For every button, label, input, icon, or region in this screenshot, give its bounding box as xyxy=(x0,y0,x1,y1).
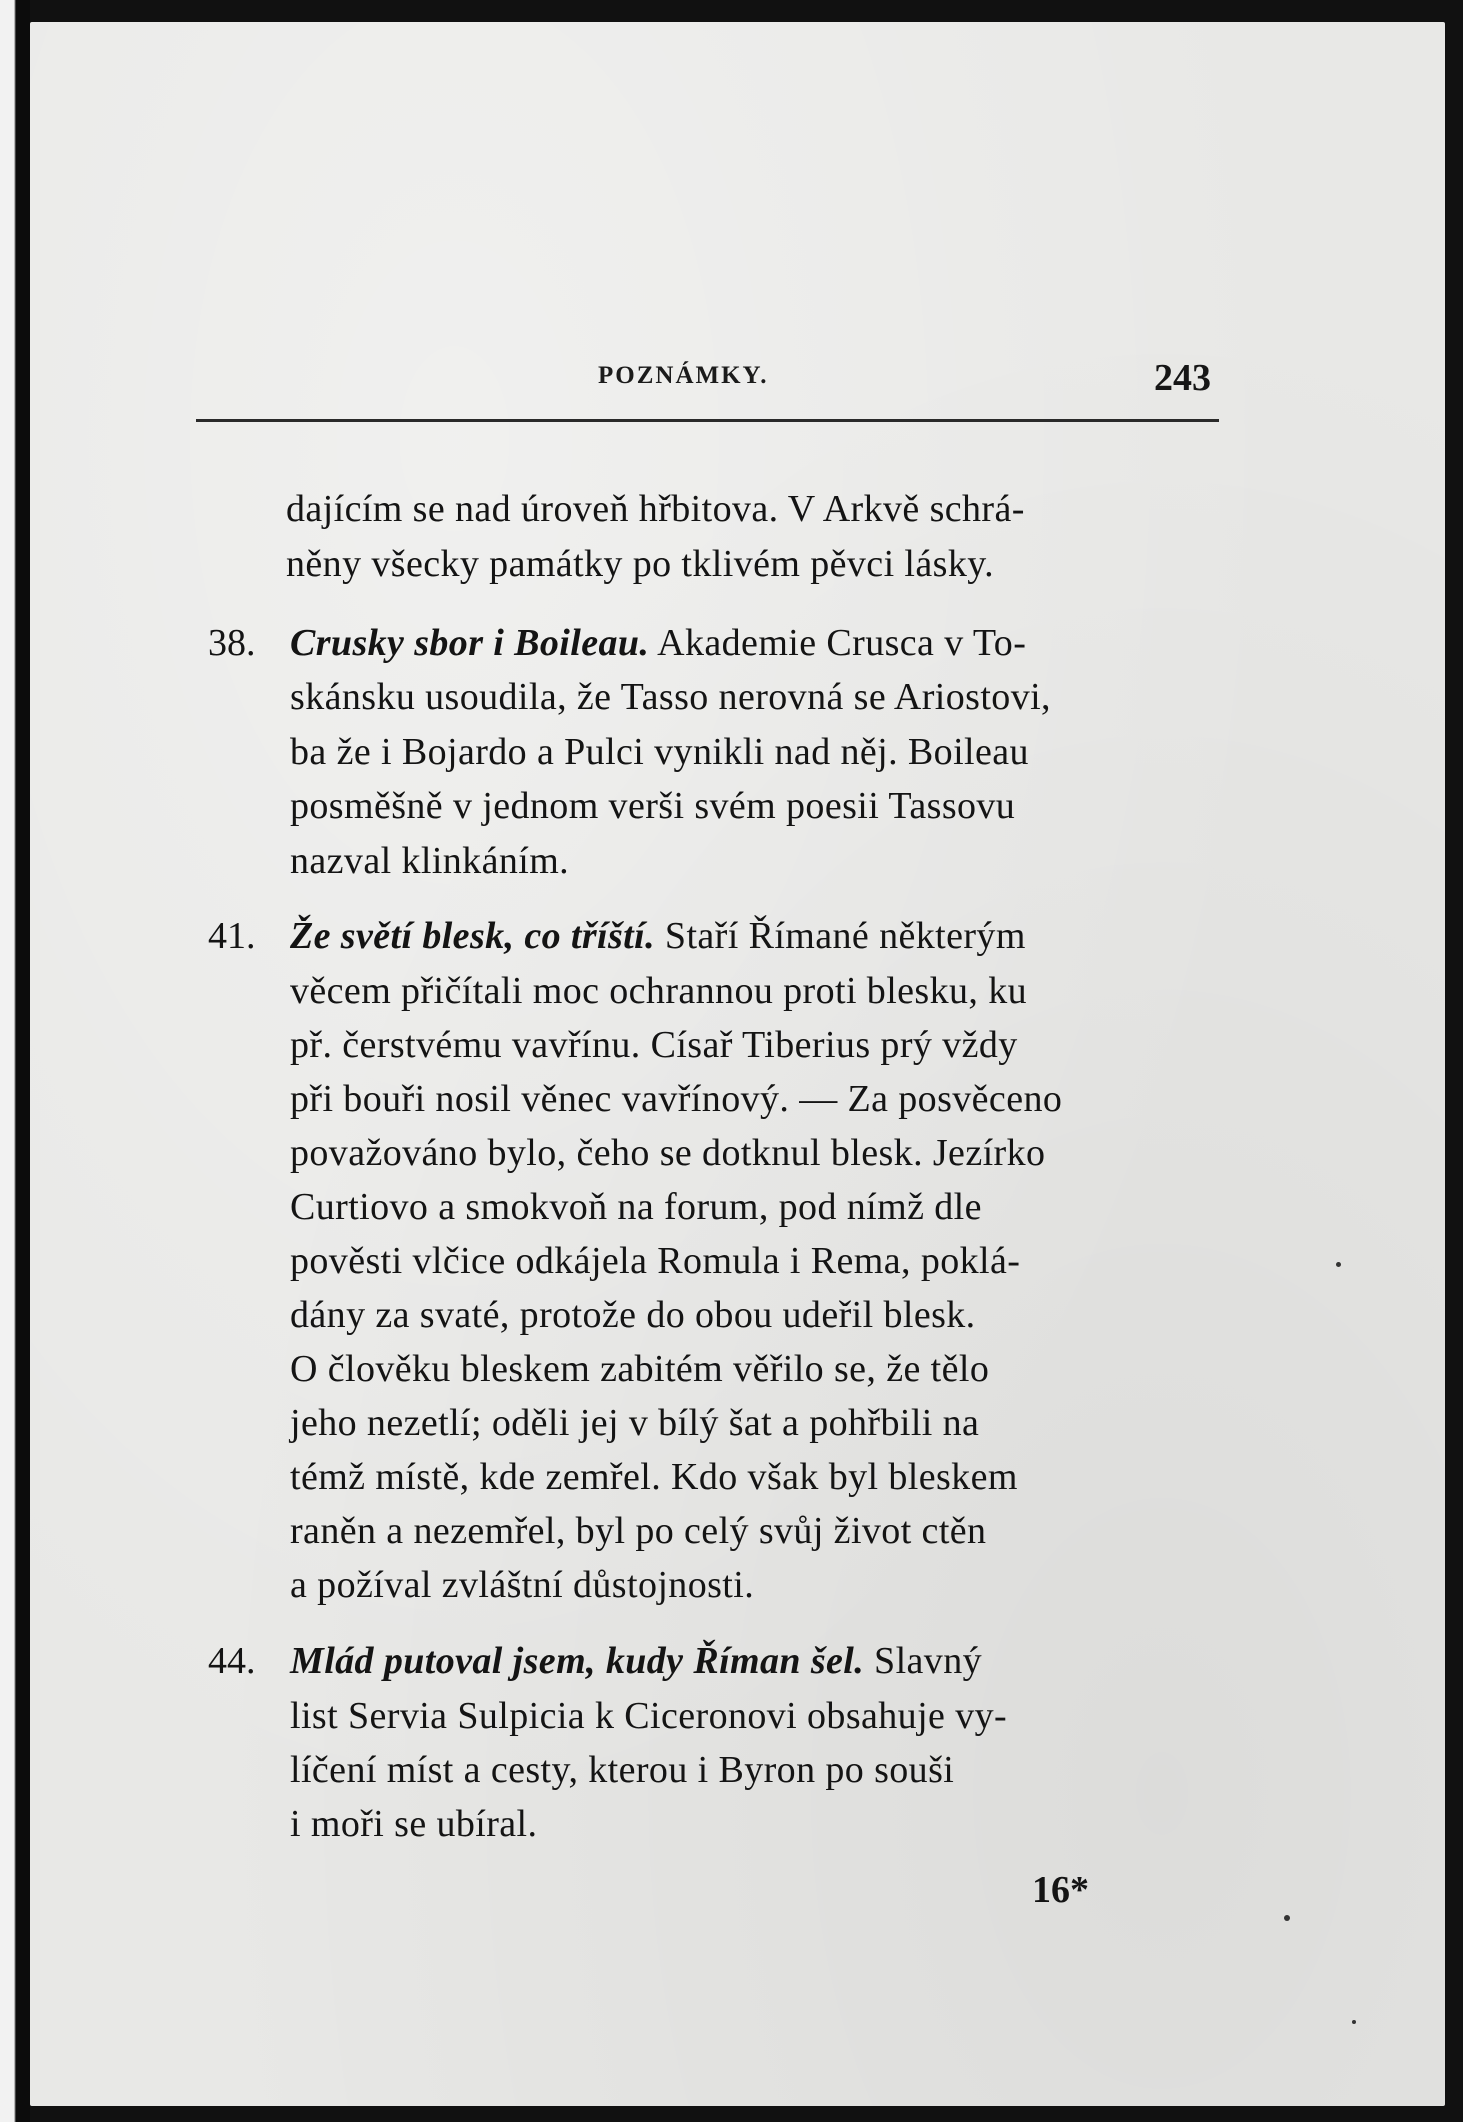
note-line: list Servia Sulpicia k Ciceronovi obsahuje vy- xyxy=(290,1695,1008,1737)
continuation-line: dajícím se nad úroveň hřbitova. V Arkvě schrá- xyxy=(286,488,1025,530)
note-line: ba že i Bojardo a Pulci vynikli nad něj. Boileau xyxy=(290,731,1029,773)
page-number: 243 xyxy=(1154,357,1211,399)
note-title: Mlád putoval jsem, kudy Říman šel. xyxy=(290,1640,865,1682)
note-first-line-rest: Slavný xyxy=(874,1640,983,1682)
note-title: Crusky sbor i Boileau. xyxy=(290,622,650,664)
note-first-line xyxy=(290,624,1026,662)
note-line: raněn a nezemřel, byl po celý svůj život ctěn xyxy=(290,1510,987,1552)
note-line: Curtiovo a smokvoň na forum, pod nímž dle xyxy=(290,1186,982,1228)
note-number: 44. xyxy=(208,1640,256,1682)
note-first-line xyxy=(290,917,1026,955)
header-rule xyxy=(196,419,1219,422)
note-line: témž místě, kde zemřel. Kdo však byl bleskem xyxy=(290,1456,1018,1498)
paper-speck xyxy=(1284,1915,1290,1921)
note-line: př. čerstvému vavřínu. Císař Tiberius prý vždy xyxy=(290,1024,1018,1066)
note-first-line-rest: Staří Římané některým xyxy=(664,915,1026,957)
paper-speck xyxy=(1336,1262,1341,1267)
note-line: jeho nezetlí; oděli jej v bílý šat a pohřbili na xyxy=(290,1402,980,1444)
note-title: Že světí blesk, co tříští. xyxy=(290,915,655,957)
note-line: považováno bylo, čeho se dotknul blesk. Jezírko xyxy=(290,1132,1046,1174)
note-line: O člověku bleskem zabitém věřilo se, že tělo xyxy=(290,1348,990,1390)
continuation-line: něny všecky památky po tklivém pěvci lásky. xyxy=(286,543,995,585)
running-head: POZNÁMKY. xyxy=(598,362,769,389)
note-line: dány za svaté, protože do obou udeřil blesk. xyxy=(290,1294,976,1336)
note-line: nazval klinkáním. xyxy=(290,840,570,882)
note-number: 38. xyxy=(208,622,256,664)
signature-mark: 16* xyxy=(1032,1869,1089,1911)
note-line: skánsku usoudila, že Tasso nerovná se Ariostovi, xyxy=(290,676,1051,718)
note-number: 41. xyxy=(208,915,256,957)
note-line: líčení míst a cesty, kterou i Byron po souši xyxy=(290,1749,955,1791)
note-line: posměšně v jednom verši svém poesii Tassovu xyxy=(290,785,1016,827)
note-first-line xyxy=(290,1642,982,1680)
note-line: při bouři nosil věnec vavřínový. — Za posvěceno xyxy=(290,1078,1063,1120)
note-line: věcem přičítali moc ochrannou proti blesku, ku xyxy=(290,970,1028,1012)
note-first-line-rest: Akademie Crusca v To- xyxy=(657,622,1027,664)
note-line: i moři se ubíral. xyxy=(290,1803,538,1845)
note-line: a požíval zvláštní důstojnosti. xyxy=(290,1564,755,1606)
note-line: pověsti vlčice odkájela Romula i Rema, poklá- xyxy=(290,1240,1021,1282)
book-spine-edge xyxy=(0,0,30,2122)
paper-speck xyxy=(1352,2020,1356,2024)
